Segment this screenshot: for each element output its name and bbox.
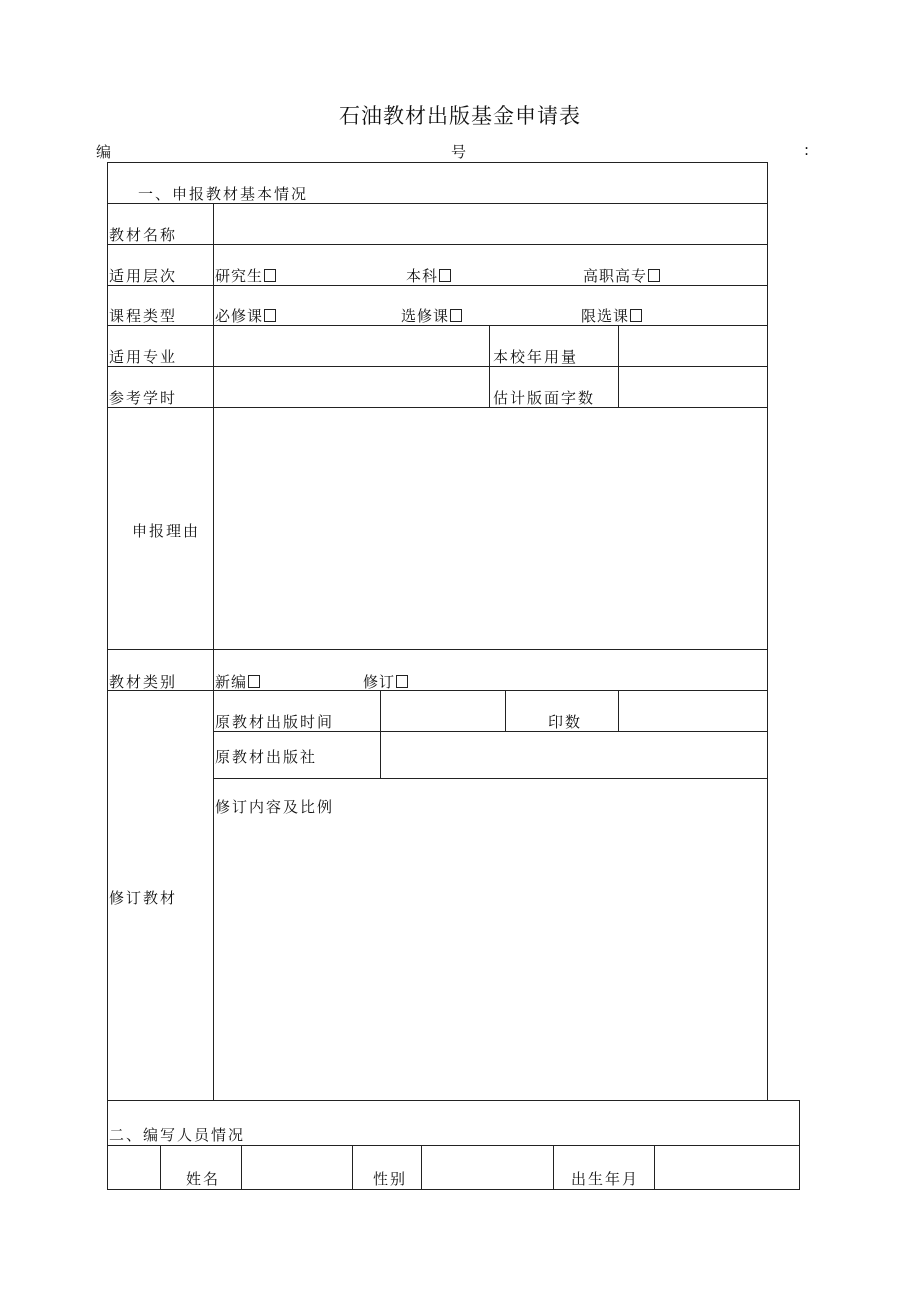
- hours-label: 参考学时: [109, 389, 178, 407]
- course-option-elective-text: 选修课: [401, 307, 450, 325]
- print-count-field[interactable]: [619, 691, 766, 731]
- checkbox-elective[interactable]: [450, 309, 462, 322]
- author-name-label: 姓名: [186, 1170, 221, 1188]
- course-option-limited-text: 限选课: [581, 307, 630, 325]
- reason-label: 申报理由: [132, 522, 201, 540]
- course-option-elective: [401, 305, 462, 326]
- orig-publish-time-label: 原教材出版时间: [215, 713, 335, 731]
- level-option-graduate: [215, 265, 276, 286]
- author-birth-label: 出生年月: [571, 1170, 640, 1188]
- orig-publish-time-field[interactable]: [381, 691, 505, 731]
- level-option-undergrad: [406, 265, 451, 286]
- author-name-field[interactable]: [242, 1146, 352, 1189]
- checkbox-undergrad[interactable]: [439, 269, 451, 282]
- category-option-new: [215, 671, 260, 692]
- author-birth-field[interactable]: [655, 1146, 798, 1189]
- hours-field[interactable]: [214, 367, 488, 407]
- major-field[interactable]: [214, 326, 488, 366]
- checkbox-limited[interactable]: [630, 309, 642, 322]
- level-option-undergrad-text: 本科: [406, 267, 439, 285]
- revise-content-field[interactable]: [214, 820, 766, 1100]
- course-option-required-text: 必修课: [215, 307, 264, 325]
- category-option-new-text: 新编: [215, 673, 248, 691]
- serial-mid-char: 号: [451, 143, 467, 161]
- orig-publisher-field[interactable]: [381, 732, 766, 778]
- level-option-vocational: [583, 265, 660, 286]
- annual-usage-field[interactable]: [619, 326, 766, 366]
- serial-left-char: 编: [96, 143, 112, 161]
- orig-publisher-label: 原教材出版社: [215, 748, 318, 766]
- section-2-heading: 二、编写人员情况: [109, 1126, 246, 1144]
- revise-content-label: 修订内容及比例: [215, 798, 335, 816]
- author-gender-label: 性别: [373, 1170, 408, 1188]
- serial-colon: :: [804, 141, 810, 159]
- revise-textbook-label: 修订教材: [109, 889, 178, 907]
- category-label: 教材类别: [109, 673, 178, 691]
- checkbox-required[interactable]: [264, 309, 276, 322]
- course-option-limited: [581, 305, 642, 326]
- course-option-required: [215, 305, 276, 326]
- reason-field[interactable]: [214, 408, 766, 649]
- textbook-name-field[interactable]: [214, 204, 766, 244]
- level-option-vocational-text: 高职高专: [583, 267, 648, 285]
- checkbox-revised[interactable]: [396, 675, 408, 688]
- course-type-label: 课程类型: [109, 307, 178, 325]
- checkbox-graduate[interactable]: [264, 269, 276, 282]
- word-count-field[interactable]: [619, 367, 766, 407]
- major-label: 适用专业: [109, 348, 178, 366]
- page-title: 石油教材出版基金申请表: [339, 104, 581, 128]
- section-1-heading: 一、申报教材基本情况: [138, 185, 309, 203]
- level-option-graduate-text: 研究生: [215, 267, 264, 285]
- checkbox-new[interactable]: [248, 675, 260, 688]
- level-label: 适用层次: [109, 267, 178, 285]
- annual-usage-label: 本校年用量: [493, 348, 579, 366]
- textbook-name-label: 教材名称: [109, 226, 178, 244]
- category-option-revised: [363, 671, 408, 692]
- word-count-label: 估计版面字数: [493, 389, 596, 407]
- author-gender-field[interactable]: [422, 1146, 553, 1189]
- checkbox-vocational[interactable]: [648, 269, 660, 282]
- category-option-revised-text: 修订: [363, 673, 396, 691]
- print-count-label: 印数: [548, 713, 583, 731]
